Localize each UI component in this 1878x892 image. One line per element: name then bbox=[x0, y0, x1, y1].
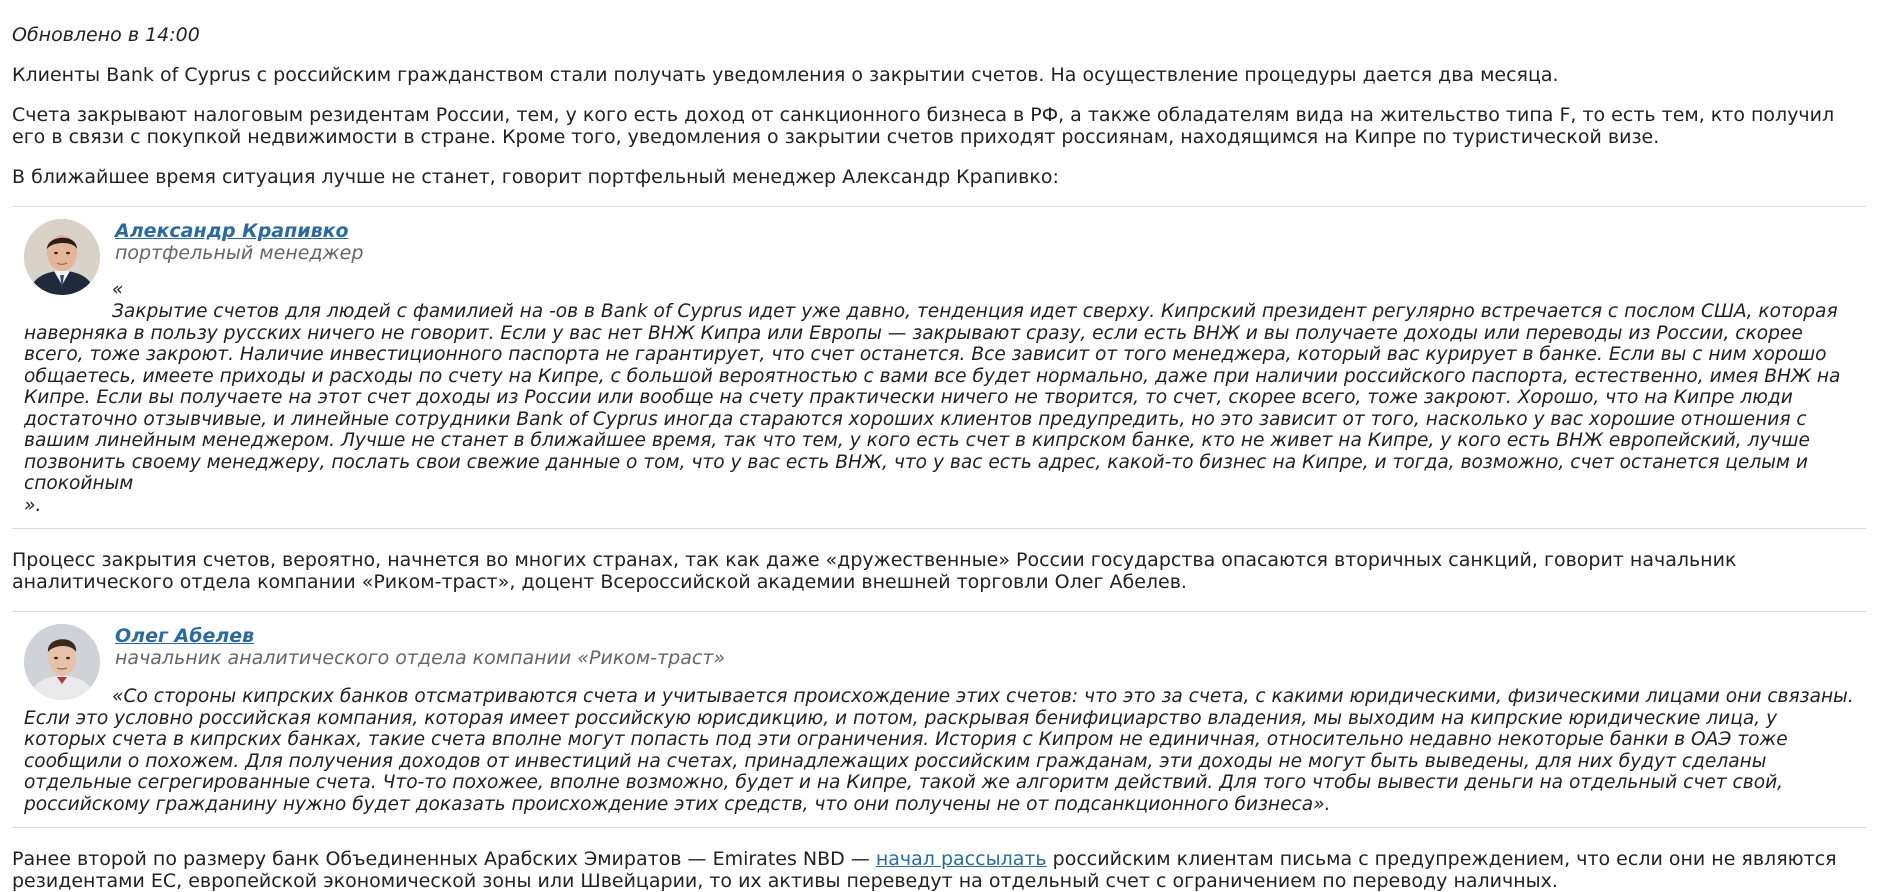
quote-text-krapivko bbox=[24, 279, 1854, 516]
paragraph-4: Процесс закрытия счетов, вероятно, начнется во многих странах, так как даже «дружественные» России государства опасаются вторичных санкций, говорит начальник аналитического отдела компании «Риком-траст», доцент Всероссийской академии внешней торговли Олег Абелев. bbox=[12, 549, 1737, 593]
quote-author bbox=[115, 219, 363, 264]
quote-open-mark: « bbox=[112, 279, 124, 300]
quote-body: «Со стороны кипрских банков отсматриваются счета и учитывается происхождение этих счетов: что это за счета, с какими юридическими, физическими лицами они связаны. Если это условно российская компания, которая имеет российскую юрисдикцию, и потом, раскрывая бенифициарство владения, мы выходим на кипрские юридические лица, у которых счета в кипрских банках, такие счета вполне могут попасть под эти ограничения. История с Кипром не единичная, относительно недавно некоторые банки в ОАЭ тоже сообщили о похожем. Для получения доходов от инвестиций на счетах, принадлежащих российским гражданам, эти доходы не могут быть выведены, для них будут сделаны отдельные сегрегированные счета. Что-то похожее, вполне возможно, будет и на Кипре, такой же алгоритм действий. Для того чтобы вывести деньги на отдельный счет свой, российскому гражданину нужно будет доказать происхождение этих средств, что они получены не от подсанкционного бизнеса». bbox=[24, 686, 1854, 815]
author-role: начальник аналитического отдела компании «Риком-траст» bbox=[115, 647, 726, 669]
emirates-nbd-link[interactable]: начал рассылать bbox=[875, 848, 1047, 870]
paragraph-1: Клиенты Bank of Cyprus с российским гражданством стали получать уведомления о закрытии счетов. На осуществление процедуры дается два месяца. bbox=[12, 64, 1559, 86]
quote-block-abelev bbox=[12, 611, 1866, 828]
quote-author bbox=[115, 624, 725, 669]
paragraph-2: Счета закрывают налоговым резидентам России, тем, у кого есть доход от санкционного бизнеса в РФ, а также обладателям вида на жительство типа F, то есть тем, кто получил его в связи с покупкой недвижимости в стране. Кроме того, уведомления о закрытии счетов приходят россиянам, находящимся на Кипре по туристической визе. bbox=[12, 104, 1835, 148]
quote-body: Закрытие счетов для людей с фамилией на -ов в Bank of Cyprus идет уже давно, тенденция идет сверху. Кипрский президент регулярно встречается с послом США, которая наверняка в пользу русских ничего не говорит. Если у вас нет ВНЖ Кипра или Европы — закрывают сразу, если есть ВНЖ и вы получаете доходы или переводы из России, скорее всего, тоже закроют. Наличие инвестиционного паспорта не гарантирует, что счет останется. Все зависит от того менеджера, который вас курирует в банке. Если вы с ним хорошо общаетесь, имеете приходы и расходы по счету на Кипре, с большой вероятностью с вами все будет нормально, даже при наличии российского паспорта, естественно, имея ВНЖ на Кипре. Если вы получаете на этот счет доходы из России или вообще на счету практически ничего не творится, то счет, скорее всего, тоже закроют. Хорошо, что на Кипре люди достаточно отзывчивые, и линейные сотрудники Bank of Cyprus иногда стараются хороших клиентов предупредить, но это зависит от того, насколько у вас хорошие отношения с вашим линейным менеджером. Лучше не станет в ближайшее время, так что тем, у кого есть счет в кипрском банке, кто не живет на Кипре, у кого есть ВНЖ европейский, лучше позвонить своему менеджеру, послать свои свежие данные о том, что у вас есть ВНЖ, что у вас есть адрес, какой-то бизнес на Кипре, и тогда, возможно, счет останется целым и спокойным bbox=[24, 301, 1841, 494]
avatar-krapivko bbox=[24, 219, 100, 295]
quote-text-abelev bbox=[24, 686, 1854, 815]
paragraph-3: В ближайшее время ситуация лучше не станет, говорит портфельный менеджер Александр Крапивко: bbox=[12, 166, 1059, 188]
paragraph-5-before: Ранее второй по размеру банк Объединенных Арабских Эмиратов — Emirates NBD — bbox=[12, 848, 876, 870]
portrait-abelev-icon bbox=[24, 624, 100, 700]
author-link-krapivko[interactable]: Александр Крапивко bbox=[115, 220, 349, 242]
paragraph-5 bbox=[12, 848, 1866, 892]
author-role: портфельный менеджер bbox=[115, 242, 364, 264]
updated-time: Обновлено в 14:00 bbox=[12, 24, 200, 46]
quote-close-mark: ». bbox=[24, 494, 42, 516]
quote-block-krapivko bbox=[12, 206, 1866, 529]
portrait-krapivko-icon bbox=[24, 219, 100, 295]
avatar-abelev bbox=[24, 624, 100, 700]
paragraph-5-after: российским клиентам письма с предупреждением, что если они не являются резидентами ЕС, европейской экономической зоны или Швейцарии, то их активы переведут на отдельный счет с ограничением по переводу наличных. bbox=[12, 848, 1837, 892]
author-link-abelev[interactable]: Олег Абелев bbox=[115, 625, 255, 647]
